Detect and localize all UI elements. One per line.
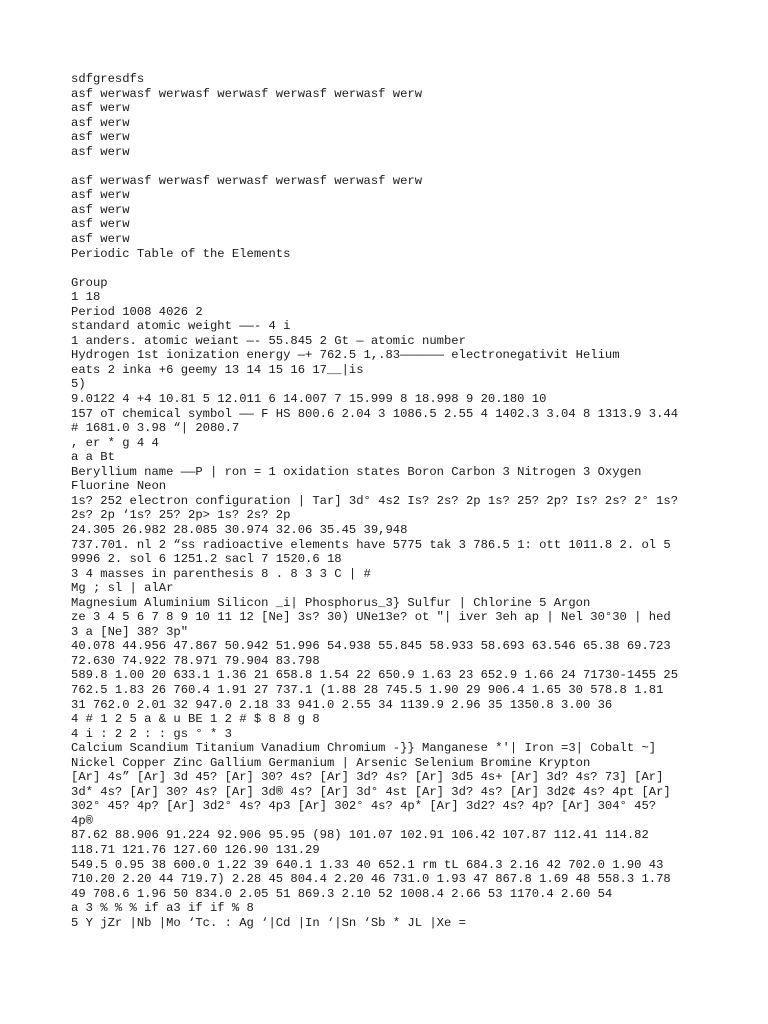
document-line: Hydrogen 1st ionization energy —+ 762.5 1,.83—————— electronegativit Helium: [71, 348, 620, 363]
document-text: [71, 72, 731, 930]
document-line: 9.0122 4 +4 10.81 5 12.011 6 14.007 7 15.999 8 18.998 9 20.180 10: [71, 392, 547, 407]
document-line: 24.305 26.982 28.085 30.974 32.06 35.45 39,948: [71, 522, 408, 537]
document-line: [Ar] 4s” [Ar] 3d 45? [Ar] 30? 4s? [Ar] 3d? 4s? [Ar] 3d5 4s+ [Ar] 3d? 4s? 73] [Ar]: [71, 770, 664, 785]
document-line: , er * g 4 4: [71, 435, 159, 450]
document-line: 72.630 74.922 78.971 79.904 83.798: [71, 653, 320, 668]
document-line: 157 oT chemical symbol —— F HS 800.6 2.04 3 1086.5 2.55 4 1402.3 3.04 8 1313.9 3.44: [71, 406, 679, 421]
document-line: 4 # 1 2 5 a & u BE 1 2 # $ 8 8 g 8: [71, 712, 320, 727]
document-line: Group: [71, 275, 108, 290]
document-line: 1s? 252 electron configuration | Tar] 3d° 4s2 Is? 2s? 2p 1s? 25? 2p? Is? 2s? 2° 1s?: [71, 493, 679, 508]
document-line: asf werw: [71, 217, 130, 232]
document-line: [71, 261, 731, 276]
document-line: 5 Y jZr |Nb |Mo ‘Tc. : Ag ‘|Cd |In ‘|Sn ‘Sb * JL |Xe =: [71, 915, 466, 930]
document-line: asf werwasf werwasf werwasf werwasf werwasf werw: [71, 86, 423, 101]
document-line: Periodic Table of the Elements: [71, 246, 291, 261]
document-line: 1 anders. atomic weiant —- 55.845 2 Gt — atomic number: [71, 333, 466, 348]
document-line: asf werw: [71, 101, 130, 116]
document-line: Nickel Copper Zinc Gallium Germanium | Arsenic Selenium Bromine Krypton: [71, 755, 591, 770]
document-line: 549.5 0.95 38 600.0 1.22 39 640.1 1.33 40 652.1 rm tL 684.3 2.16 42 702.0 1.90 43: [71, 857, 664, 872]
document-line: 1 18: [71, 290, 101, 305]
document-line: asf werw: [71, 115, 130, 130]
document-line: asf werw: [71, 130, 130, 145]
document-line: a 3 % % % if a3 if if % 8: [71, 901, 254, 916]
document-line: # 1681.0 3.98 “| 2080.7: [71, 421, 240, 436]
document-line: 710.20 2.20 44 719.7) 2.28 45 804.4 2.20 46 731.0 1.93 47 867.8 1.69 48 558.3 1.78: [71, 872, 671, 887]
document-line: 589.8 1.00 20 633.1 1.36 21 658.8 1.54 22 650.9 1.63 23 652.9 1.66 24 71730-1455 25: [71, 668, 679, 683]
document-line: 3d* 4s? [Ar] 30? 4s? [Ar] 3d® 4s? [Ar] 3d° 4st [Ar] 3d? 4s? [Ar] 3d2¢ 4s? 4pt [Ar]: [71, 784, 671, 799]
document-line: 4p®: [71, 813, 93, 828]
document-line: asf werw: [71, 144, 130, 159]
document-line: Magnesium Aluminium Silicon _i| Phosphorus_3} Sulfur | Chlorine 5 Argon: [71, 595, 591, 610]
document-line: Fluorine Neon: [71, 479, 167, 494]
document-line: 762.5 1.83 26 760.4 1.91 27 737.1 (1.88 28 745.5 1.90 29 906.4 1.65 30 578.8 1.81: [71, 682, 664, 697]
document-line: 3 4 masses in parenthesis 8 . 8 3 3 C | #: [71, 566, 371, 581]
document-line: [71, 159, 731, 174]
document-line: Period 1008 4026 2: [71, 304, 203, 319]
document-line: asf werw: [71, 202, 130, 217]
document-line: standard atomic weight ——- 4 i: [71, 319, 291, 334]
document-line: asf werw: [71, 232, 130, 247]
document-line: 31 762.0 2.01 32 947.0 2.18 33 941.0 2.55 34 1139.9 2.96 35 1350.8 3.00 36: [71, 697, 613, 712]
document-line: Calcium Scandium Titanium Vanadium Chromium -}} Manganese *'| Iron =3| Cobalt ~]: [71, 741, 657, 756]
document-line: 118.71 121.76 127.60 126.90 131.29: [71, 842, 320, 857]
document-line: 4 i : 2 2 : : gs ° * 3: [71, 726, 232, 741]
document-line: 9996 2. sol 6 1251.2 sacl 7 1520.6 18: [71, 552, 342, 567]
document-line: 737.701. nl 2 “ss radioactive elements have 5775 tak 3 786.5 1: ott 1011.8 2. ol 5: [71, 537, 671, 552]
document-line: 49 708.6 1.96 50 834.0 2.05 51 869.3 2.10 52 1008.4 2.66 53 1170.4 2.60 54: [71, 886, 613, 901]
document-line: 3 a [Ne] 38? 3p": [71, 624, 189, 639]
document-line: eats 2 inka +6 geemy 13 14 15 16 17__|is: [71, 362, 364, 377]
document-line: a a Bt: [71, 450, 115, 465]
document-line: sdfgresdfs: [71, 72, 145, 86]
document-line: 302° 45? 4p? [Ar] 3d2° 4s? 4p3 [Ar] 302° 4s? 4p* [Ar] 3d2? 4s? 4p? [Ar] 304° 45?: [71, 799, 657, 814]
document-line: asf werwasf werwasf werwasf werwasf werwasf werw: [71, 173, 423, 188]
document-line: 40.078 44.956 47.867 50.942 51.996 54.938 55.845 58.933 58.693 63.546 65.38 69.723: [71, 639, 671, 654]
document-line: 2s? 2p ‘1s? 25? 2p> 1s? 2s? 2p: [71, 508, 291, 523]
document-line: Mg ; sl | alAr: [71, 581, 174, 596]
document-line: Beryllium name ——P | ron = 1 oxidation states Boron Carbon 3 Nitrogen 3 Oxygen: [71, 464, 642, 479]
document-line: ze 3 4 5 6 7 8 9 10 11 12 [Ne] 3s? 30) UNe13e? ot "| iver 3eh ap | Nel 30°30 | hed: [71, 610, 671, 625]
document-line: 87.62 88.906 91.224 92.906 95.95 (98) 101.07 102.91 106.42 107.87 112.41 114.82: [71, 828, 649, 843]
document-line: asf werw: [71, 188, 130, 203]
document-line: 5): [71, 377, 86, 392]
